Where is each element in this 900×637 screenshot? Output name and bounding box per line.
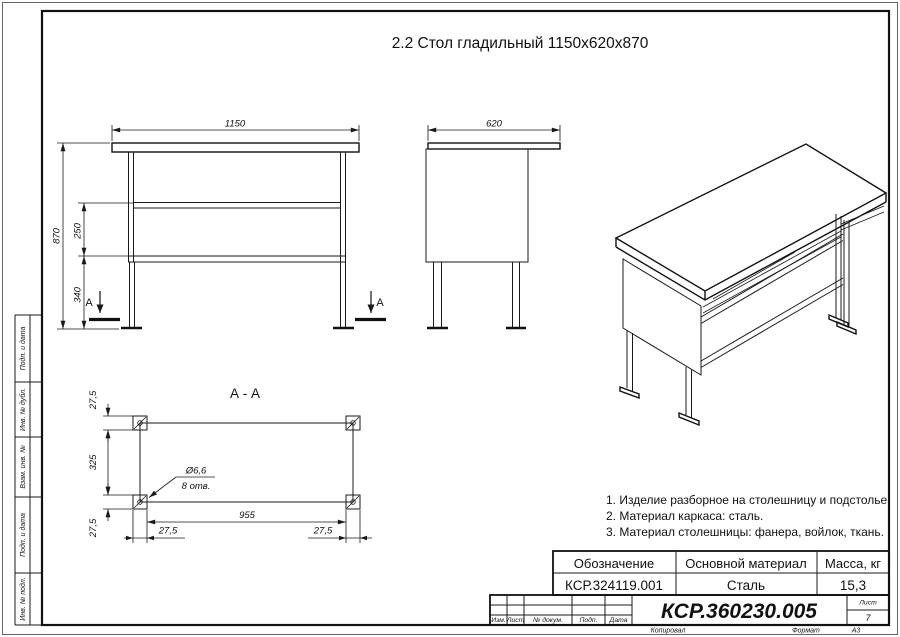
col-list: Лист xyxy=(506,617,525,624)
section-letter-right: А xyxy=(376,297,384,309)
copied-label: Копировал xyxy=(650,627,686,635)
section-letter-left: А xyxy=(85,297,93,309)
dim-leg-height: 340 xyxy=(72,287,84,303)
format-value: А3 xyxy=(851,627,861,635)
value-material: Сталь xyxy=(726,578,766,593)
dim-side-depth: 620 xyxy=(486,118,502,130)
margin-label-inv-dubl: Инв. № дубл. xyxy=(20,387,27,432)
front-view-dimensions xyxy=(52,119,360,330)
dim-front-height: 870 xyxy=(51,228,63,244)
dim-offset-left: 27,5 xyxy=(158,525,178,537)
sheet-number: 7 xyxy=(865,613,871,623)
drawing-title: 2.2 Стол гладильный 1150х620х870 xyxy=(391,35,649,52)
hole-count-label: 8 отв. xyxy=(181,481,211,492)
side-view xyxy=(426,119,560,329)
dim-offset-right: 27,5 xyxy=(313,525,333,537)
title-block xyxy=(490,551,889,635)
format-label: Формат xyxy=(792,627,820,635)
dim-span: 955 xyxy=(239,510,255,521)
hole-diameter-label: Ø6,6 xyxy=(185,465,207,477)
front-view xyxy=(112,143,359,328)
dim-front-width: 1150 xyxy=(224,118,246,130)
dim-tube-bottom: 27,5 xyxy=(88,518,99,538)
sheet-label: Лист xyxy=(859,599,877,607)
col-doc: № докум. xyxy=(533,617,563,624)
note-line-1: 1. Изделие разборное на столешницу и подстолье. xyxy=(606,493,891,507)
sheet-borders xyxy=(3,3,898,635)
section-view-title: А - А xyxy=(229,386,261,401)
note-line-3: 3. Материал столешницы: фанера, войлок, ткань. xyxy=(606,525,884,539)
value-mass: 15,3 xyxy=(839,578,867,593)
document-number: КСР.360230.005 xyxy=(661,600,817,623)
value-designation: КСР.324119.001 xyxy=(565,578,663,593)
header-designation: Обозначение xyxy=(573,556,655,571)
dim-tube-top: 27,5 xyxy=(88,390,99,410)
isometric-view xyxy=(616,144,886,425)
notes xyxy=(606,493,891,539)
margin-label-vzam-inv: Взам. инв. № xyxy=(20,445,27,489)
note-line-2: 2. Материал каркаса: сталь. xyxy=(606,509,764,523)
margin-label-podp-data-1: Подп. и дата xyxy=(20,326,27,371)
margin-label-inv-podl: Инв. № подл. xyxy=(20,577,27,621)
col-data: Дата xyxy=(609,617,628,624)
margin-column xyxy=(15,315,42,625)
col-izm: Изм. xyxy=(491,617,506,624)
section-view xyxy=(88,386,372,543)
leg-cross-sections xyxy=(133,416,360,509)
margin-label-podp-data-2: Подп. и дата xyxy=(20,513,27,557)
dim-shelf-gap: 250 xyxy=(72,223,84,239)
dim-legs-inner: 325 xyxy=(88,454,99,471)
header-mass: Масса, кг xyxy=(824,556,882,571)
header-material: Основной материал xyxy=(685,556,807,571)
col-podp: Подп. xyxy=(579,617,598,624)
